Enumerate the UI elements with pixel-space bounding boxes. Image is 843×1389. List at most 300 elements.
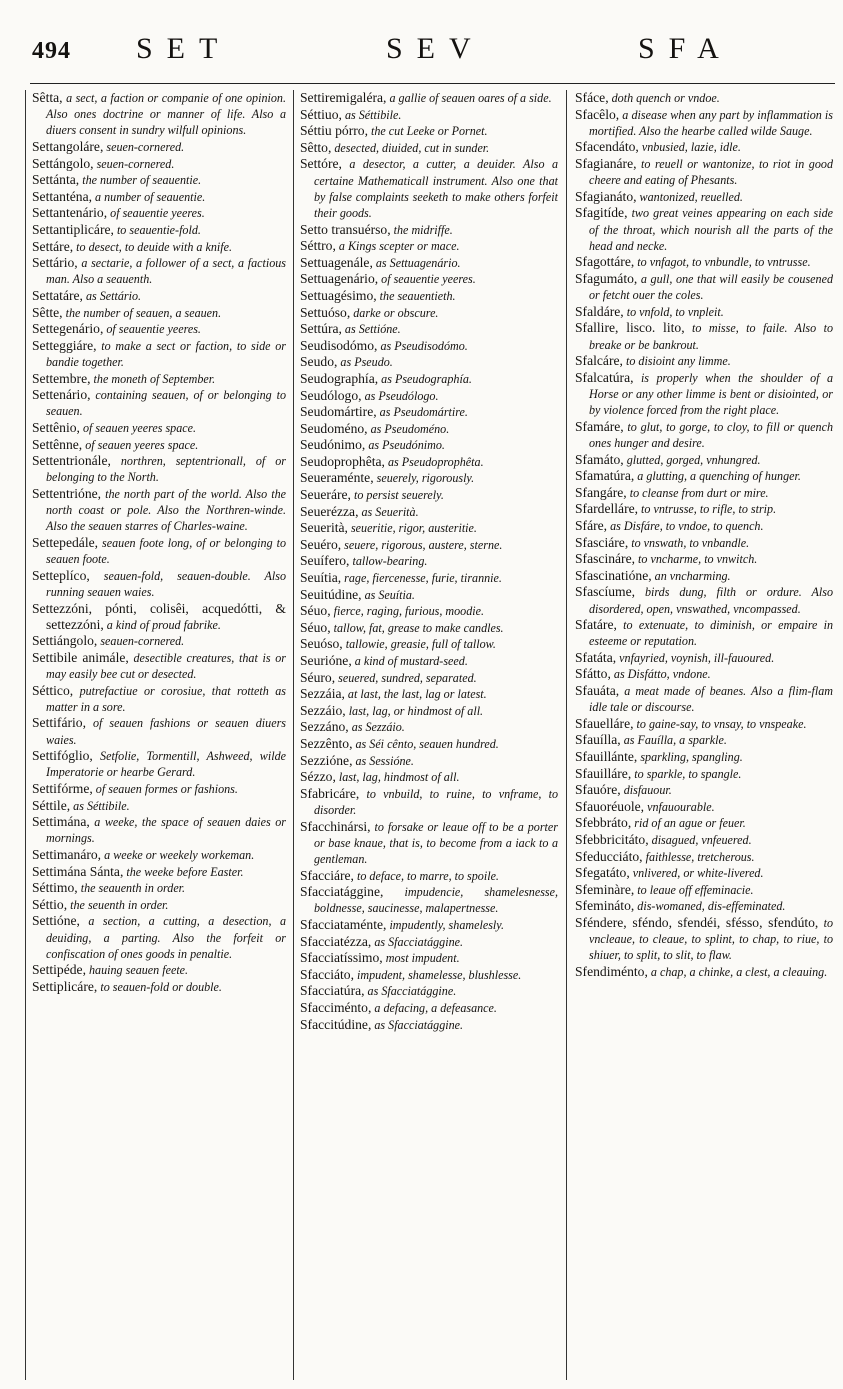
entry-headword: Séttimo, bbox=[32, 880, 78, 896]
entry-headword: Seuéro, bbox=[300, 536, 342, 552]
entry-definition: the seauentieth. bbox=[376, 288, 456, 303]
entry-definition: as Sfacciatággine. bbox=[364, 984, 457, 999]
entry-definition: a meat made of beanes. Also a flim-flam idle tale or discourse. bbox=[589, 684, 833, 715]
entry-headword: Sfaldáre, bbox=[575, 303, 624, 319]
entry-headword: Sfauillánte, bbox=[575, 749, 638, 765]
dictionary-entry bbox=[300, 934, 558, 950]
dictionary-entry bbox=[300, 983, 558, 999]
dictionary-entry bbox=[300, 470, 558, 486]
dictionary-entry bbox=[300, 653, 558, 669]
entry-definition: a chap, a chinke, a clest, a cleauing. bbox=[647, 965, 828, 979]
dictionary-entry bbox=[575, 683, 833, 715]
dictionary-entry bbox=[300, 90, 558, 106]
dictionary-entry bbox=[300, 537, 558, 553]
dictionary-entry bbox=[575, 915, 833, 964]
dictionary-entry bbox=[300, 1017, 558, 1033]
entry-headword: Sêtte, bbox=[32, 304, 63, 320]
dictionary-entry bbox=[300, 321, 558, 337]
entry-headword: Sezzáia, bbox=[300, 686, 345, 702]
entry-headword: Sfacendáto, bbox=[575, 139, 639, 155]
dictionary-entry bbox=[32, 222, 286, 238]
entry-headword: Séuo, bbox=[300, 619, 331, 635]
dictionary-entry bbox=[575, 205, 833, 254]
dictionary-entry bbox=[300, 404, 558, 420]
entry-headword: Settentrióne, bbox=[32, 485, 102, 501]
entry-headword: Sfascíume, bbox=[575, 584, 636, 600]
entry-headword: Sfeminàre, bbox=[575, 881, 635, 897]
dictionary-entry bbox=[575, 799, 833, 815]
dictionary-entry bbox=[300, 271, 558, 287]
dictionary-entry bbox=[32, 486, 286, 535]
dictionary-entry bbox=[300, 371, 558, 387]
entry-definition: a glutting, a quenching of hunger. bbox=[634, 469, 801, 484]
dictionary-entry bbox=[32, 535, 286, 567]
dictionary-entry bbox=[575, 107, 833, 139]
entry-definition: as Séttibile. bbox=[341, 107, 402, 122]
entry-definition: tallow, fat, grease to make candles. bbox=[330, 620, 504, 635]
entry-definition: birds dung, filth or ordure. Also disordered, open, vnswathed, vncompassed. bbox=[589, 585, 833, 616]
dictionary-entry bbox=[575, 716, 833, 732]
dictionary-entry bbox=[32, 189, 286, 205]
running-head-left: SET bbox=[136, 32, 232, 65]
dictionary-entry bbox=[575, 766, 833, 782]
dictionary-entry bbox=[575, 964, 833, 980]
dictionary-entry bbox=[575, 650, 833, 666]
dictionary-entry bbox=[32, 781, 286, 797]
entry-definition: sparkling, spangling. bbox=[637, 750, 743, 765]
dictionary-entry bbox=[575, 551, 833, 567]
entry-definition: as Séttibile. bbox=[70, 798, 130, 813]
entry-headword: Sfemináto, bbox=[575, 898, 635, 914]
entry-headword: Settantiplicáre, bbox=[32, 221, 114, 237]
running-head-center: SEV bbox=[386, 32, 485, 65]
entry-headword: Sfallire, lisco. lito, bbox=[575, 320, 685, 336]
dictionary-entry bbox=[32, 139, 286, 155]
entry-headword: Settánta, bbox=[32, 172, 80, 188]
entry-definition: the cut Leeke or Pornet. bbox=[367, 124, 488, 139]
dictionary-entry bbox=[575, 584, 833, 616]
dictionary-entry bbox=[32, 437, 286, 453]
running-head-right: SFA bbox=[638, 32, 733, 65]
entry-definition: as Seuítia. bbox=[361, 587, 415, 602]
dictionary-entry bbox=[300, 719, 558, 735]
entry-definition: seuered, sundred, separated. bbox=[335, 670, 477, 685]
entry-definition: to disioint any limme. bbox=[622, 354, 731, 369]
entry-headword: Settanténa, bbox=[32, 188, 93, 204]
entry-headword: Settênio, bbox=[32, 419, 80, 435]
entry-definition: as Settuagenário. bbox=[372, 255, 461, 270]
entry-headword: Settimanáro, bbox=[32, 847, 102, 863]
entry-definition: seauen-cornered. bbox=[97, 634, 185, 649]
entry-definition: rid of an ague or feuer. bbox=[631, 816, 746, 831]
dictionary-entry bbox=[32, 814, 286, 846]
entry-definition: the weeke before Easter. bbox=[123, 864, 244, 879]
dictionary-entry bbox=[575, 304, 833, 320]
entry-headword: Settimána, bbox=[32, 814, 90, 830]
entry-definition: as Sezzáio. bbox=[348, 720, 405, 735]
entry-definition: as Fauílla, a sparkle. bbox=[620, 733, 727, 748]
entry-definition: of seauentie yeeres. bbox=[103, 322, 201, 337]
entry-definition: as Pseudo. bbox=[337, 355, 393, 370]
dictionary-entry bbox=[32, 90, 286, 139]
dictionary-entry bbox=[300, 454, 558, 470]
entry-headword: Sfagottáre, bbox=[575, 254, 635, 270]
entry-headword: Sfacciatággine, bbox=[300, 884, 384, 900]
entry-definition: as Sessióne. bbox=[352, 753, 414, 768]
dictionary-entry bbox=[300, 140, 558, 156]
dictionary-entry bbox=[300, 868, 558, 884]
entry-headword: Sezzênto, bbox=[300, 735, 353, 751]
entry-headword: Setteggiáre, bbox=[32, 337, 97, 353]
dictionary-entry bbox=[32, 205, 286, 221]
entry-headword: Sfalcáre, bbox=[575, 353, 623, 369]
entry-definition: to vnbuild, to ruine, to vnframe, to disorder. bbox=[314, 786, 558, 817]
entry-headword: Seurióne, bbox=[300, 653, 352, 669]
entry-definition: as Settióne. bbox=[341, 322, 401, 337]
dictionary-entry bbox=[300, 354, 558, 370]
entry-headword: Sfacêlo, bbox=[575, 106, 620, 122]
entry-definition: as Pseudisodómo. bbox=[377, 338, 468, 353]
entry-definition: as Séi cênto, seauen hundred. bbox=[352, 736, 499, 751]
entry-headword: Seuerézza, bbox=[300, 503, 359, 519]
dictionary-entry bbox=[300, 421, 558, 437]
entry-headword: Sfaccitúdine, bbox=[300, 1016, 372, 1032]
entry-definition: darke or obscure. bbox=[350, 305, 439, 320]
dictionary-entry bbox=[575, 732, 833, 748]
entry-headword: Settiplicáre, bbox=[32, 979, 98, 995]
entry-headword: Settangoláre, bbox=[32, 139, 104, 154]
dictionary-entry bbox=[300, 703, 558, 719]
dictionary-entry bbox=[300, 437, 558, 453]
dictionary-entry bbox=[300, 736, 558, 752]
entry-headword: Sfauoréuole, bbox=[575, 798, 645, 814]
entry-definition: seuerely, rigorously. bbox=[373, 471, 475, 486]
dictionary-entry bbox=[32, 288, 286, 304]
entry-headword: Sfauóre, bbox=[575, 782, 621, 798]
entry-definition: the seauenth in order. bbox=[77, 881, 186, 896]
dictionary-entry bbox=[32, 601, 286, 633]
entry-definition: seueritie, rigor, austeritie. bbox=[347, 521, 477, 536]
entry-definition: tallow-bearing. bbox=[349, 554, 428, 569]
dictionary-entry bbox=[32, 321, 286, 337]
dictionary-entry bbox=[300, 255, 558, 271]
column-rule-right bbox=[566, 90, 567, 1380]
entry-headword: Settatáre, bbox=[32, 287, 83, 303]
entry-definition: as Disfátto, vndone. bbox=[610, 667, 711, 682]
entry-definition: to deface, to marre, to spoile. bbox=[353, 868, 499, 883]
entry-definition: a number of seauentie. bbox=[92, 189, 206, 204]
dictionary-entry bbox=[575, 468, 833, 484]
entry-definition: is properly when the shoulder of a Horse or any other limme is bent or disiointed, or by violence forced from the right place. bbox=[589, 370, 833, 418]
entry-headword: Sfauílla, bbox=[575, 732, 621, 748]
entry-headword: Séuo, bbox=[300, 603, 331, 619]
dictionary-entry bbox=[32, 239, 286, 255]
entry-headword: Séttiu pórro, bbox=[300, 123, 368, 139]
entry-definition: to persist seuerely. bbox=[350, 488, 444, 503]
entry-headword: Séttro, bbox=[300, 238, 336, 254]
entry-headword: Sfáce, bbox=[575, 90, 609, 105]
entry-headword: Séttico, bbox=[32, 682, 74, 698]
entry-headword: Sfegatáto, bbox=[575, 865, 630, 881]
entry-definition: the moneth of September. bbox=[90, 371, 216, 386]
entry-headword: Sfangáre, bbox=[575, 484, 627, 500]
entry-definition: to vnfagot, to vnbundle, to vntrusse. bbox=[634, 255, 811, 270]
entry-definition: of seauentie yeeres. bbox=[107, 206, 205, 221]
dictionary-entry bbox=[32, 962, 286, 978]
dictionary-entry bbox=[300, 107, 558, 123]
entry-headword: Sfalcatúra, bbox=[575, 369, 634, 385]
entry-headword: Seuóso, bbox=[300, 636, 343, 652]
entry-definition: the number of seauen, a seauen. bbox=[62, 305, 222, 320]
entry-headword: Sezzióne, bbox=[300, 752, 353, 768]
entry-headword: Settuagenário, bbox=[300, 271, 379, 287]
dictionary-entry bbox=[300, 156, 558, 221]
entry-headword: Sfagumáto, bbox=[575, 270, 638, 286]
entry-headword: Settentrionále, bbox=[32, 453, 111, 469]
entry-headword: Séttile, bbox=[32, 797, 71, 813]
entry-definition: to misse, to faile. Also to breake or be bankrout. bbox=[589, 321, 833, 352]
dictionary-entry bbox=[300, 753, 558, 769]
dictionary-entry bbox=[32, 798, 286, 814]
dictionary-entry bbox=[300, 504, 558, 520]
entry-definition: most impudent. bbox=[382, 951, 460, 966]
entry-definition: northren, septentrionall, of or belonging to the North. bbox=[46, 454, 286, 485]
dictionary-entry bbox=[32, 847, 286, 863]
entry-headword: Seudomártire, bbox=[300, 404, 377, 420]
entry-headword: Seudographía, bbox=[300, 370, 379, 386]
entry-headword: Seueráre, bbox=[300, 487, 351, 503]
entry-definition: vnlivered, or white-livered. bbox=[629, 866, 764, 881]
dictionary-entry bbox=[32, 453, 286, 485]
entry-definition: as Settário. bbox=[82, 288, 142, 303]
entry-definition: of seauen yeeres space. bbox=[79, 420, 197, 435]
entry-definition: vnfauourable. bbox=[644, 799, 715, 814]
entry-definition: seauen foote long, of or belonging to seauen foote. bbox=[46, 535, 286, 567]
dictionary-entry bbox=[300, 786, 558, 818]
column-3 bbox=[575, 90, 833, 1380]
entry-definition: to extenuate, to diminish, or empaire in esteeme or reputation. bbox=[589, 618, 833, 649]
entry-definition: two great veines appearing on each side of the throat, which nourish all the parts of the head and necke. bbox=[589, 206, 833, 253]
entry-headword: Seudólogo, bbox=[300, 387, 362, 403]
dictionary-entry bbox=[575, 254, 833, 270]
column-1 bbox=[32, 90, 286, 1380]
entry-definition: to vncharme, to vnwitch. bbox=[635, 552, 758, 567]
dictionary-entry bbox=[300, 305, 558, 321]
dictionary-entry bbox=[575, 898, 833, 914]
entry-definition: as Seuerità. bbox=[358, 504, 419, 519]
dictionary-entry bbox=[575, 832, 833, 848]
entry-headword: Seueraménte, bbox=[300, 470, 374, 486]
entry-headword: Seudisodómo, bbox=[300, 337, 378, 353]
dictionary-entry bbox=[300, 819, 558, 868]
dictionary-entry bbox=[575, 419, 833, 451]
entry-headword: Sêtta, bbox=[32, 90, 63, 105]
entry-headword: Sfendiménto, bbox=[575, 964, 648, 979]
dictionary-entry bbox=[575, 485, 833, 501]
entry-definition: faithlesse, tretcherous. bbox=[642, 849, 755, 864]
entry-headword: Sfagitíde, bbox=[575, 205, 628, 221]
entry-definition: to seauen-fold or double. bbox=[97, 980, 222, 995]
entry-definition: as Sfacciatággine. bbox=[371, 1017, 464, 1032]
entry-headword: Sfáre, bbox=[575, 517, 608, 533]
entry-definition: the north part of the world. Also the north coast or pole. Also the Northren-winde. Also the seauen starres of Charles-waine. bbox=[46, 486, 286, 534]
dictionary-entry bbox=[575, 882, 833, 898]
page-number: 494 bbox=[32, 38, 71, 64]
dictionary-entry bbox=[32, 305, 286, 321]
entry-definition: doth quench or vndoe. bbox=[608, 91, 720, 105]
entry-definition: a desector, a cutter, a deuider. Also a certaine Mathematicall instrument. Also one that by false complaints seeketh to make others forfeit their goods. bbox=[314, 157, 558, 220]
entry-headword: Sfacciatíssimo, bbox=[300, 950, 383, 966]
entry-definition: as Pseudónimo. bbox=[365, 438, 445, 453]
entry-headword: Sfagianáre, bbox=[575, 155, 637, 171]
entry-headword: Settegenário, bbox=[32, 321, 104, 337]
dictionary-entry bbox=[575, 865, 833, 881]
entry-definition: to vncleaue, to cleaue, to splint, to chap, to riue, to shiuer, to split, to slit, to flaw. bbox=[589, 916, 833, 963]
entry-definition: as Pseudólogo. bbox=[361, 388, 439, 403]
entry-headword: Seuítia, bbox=[300, 570, 342, 586]
dictionary-entry bbox=[32, 864, 286, 880]
dictionary-entry bbox=[575, 139, 833, 155]
entry-definition: a gull, one that will easily be cousened or fetcht ouer the coles. bbox=[589, 271, 833, 303]
entry-headword: Séttio, bbox=[32, 896, 68, 912]
entry-headword: Seudónimo, bbox=[300, 437, 366, 453]
entry-definition: of seauen yeeres space. bbox=[82, 437, 199, 452]
entry-headword: Settáre, bbox=[32, 238, 74, 254]
entry-definition: desected, diuided, cut in sunder. bbox=[331, 140, 490, 155]
dictionary-entry bbox=[32, 715, 286, 747]
entry-headword: Settifário, bbox=[32, 715, 86, 731]
dictionary-entry bbox=[32, 650, 286, 682]
entry-headword: Setto transuérso, bbox=[300, 221, 391, 237]
entry-headword: Settuagésimo, bbox=[300, 287, 377, 303]
dictionary-entry bbox=[300, 967, 558, 983]
entry-definition: glutted, gorged, vnhungred. bbox=[623, 452, 761, 467]
entry-definition: of seauentie yeeres. bbox=[378, 272, 476, 287]
entry-headword: Sfebbricitáto, bbox=[575, 832, 649, 848]
dictionary-entry bbox=[32, 683, 286, 715]
entry-definition: an vncharming. bbox=[651, 568, 731, 583]
entry-definition: hauing seauen feete. bbox=[85, 963, 189, 978]
entry-definition: containing seauen, of or belonging to seauen. bbox=[46, 388, 286, 419]
dictionary-entry bbox=[32, 338, 286, 370]
entry-headword: Settifóglio, bbox=[32, 748, 93, 764]
entry-headword: Sfátto, bbox=[575, 666, 611, 682]
entry-definition: seauen-fold, seauen-double. Also running seauen waies. bbox=[46, 568, 286, 599]
entry-headword: Sfascináre, bbox=[575, 551, 636, 567]
entry-definition: seuen-cornered. bbox=[103, 140, 185, 154]
entry-definition: as Pseudoprophêta. bbox=[384, 454, 484, 469]
entry-headword: Settiángolo, bbox=[32, 633, 98, 649]
entry-definition: last, lag, or hindmost of all. bbox=[345, 703, 484, 718]
entry-definition: as Pseudoméno. bbox=[367, 421, 450, 436]
entry-headword: Settepedále, bbox=[32, 534, 99, 550]
dictionary-entry bbox=[300, 338, 558, 354]
entry-headword: Sféndere, sféndo, sfendéi, sfésso, sfendúto, bbox=[575, 915, 819, 930]
entry-definition: of seauen formes or fashions. bbox=[92, 782, 238, 797]
entry-headword: Seuitúdine, bbox=[300, 586, 362, 602]
entry-headword: Sfascinatióne, bbox=[575, 567, 652, 583]
entry-definition: the number of seauentie. bbox=[79, 173, 202, 188]
entry-definition: tallowie, greasie, full of tallow. bbox=[342, 637, 496, 652]
dictionary-entry bbox=[32, 255, 286, 287]
entry-definition: as Sfacciatággine. bbox=[371, 934, 464, 949]
dictionary-entry bbox=[300, 487, 558, 503]
entry-definition: impudently, shamelesly. bbox=[386, 917, 504, 932]
dictionary-entry bbox=[575, 370, 833, 419]
dictionary-entry bbox=[575, 782, 833, 798]
dictionary-entry bbox=[300, 288, 558, 304]
entry-definition: seuen-cornered. bbox=[93, 156, 175, 171]
dictionary-entry bbox=[300, 1000, 558, 1016]
entry-headword: Seuífero, bbox=[300, 553, 350, 569]
dictionary-entry bbox=[32, 371, 286, 387]
entry-headword: Sfacciáto, bbox=[300, 966, 354, 982]
entry-headword: Sfamatúra, bbox=[575, 468, 635, 484]
entry-headword: Sfauilláre, bbox=[575, 765, 632, 781]
entry-headword: Settezzóni, pónti, colisêi, acquedótti, & settezzóni, bbox=[32, 600, 286, 632]
entry-headword: Sezzáio, bbox=[300, 702, 346, 718]
dictionary-entry bbox=[575, 320, 833, 352]
entry-headword: Sfauelláre, bbox=[575, 715, 634, 731]
dictionary-entry bbox=[300, 636, 558, 652]
dictionary-entry bbox=[300, 238, 558, 254]
entry-headword: Sfagianáto, bbox=[575, 188, 637, 204]
entry-definition: at last, the last, lag or latest. bbox=[344, 687, 487, 702]
dictionary-entry bbox=[300, 670, 558, 686]
entry-headword: Settifórme, bbox=[32, 781, 93, 797]
entry-definition: last, lag, hindmost of all. bbox=[335, 770, 460, 785]
entry-definition: to glut, to gorge, to cloy, to fill or quench ones hunger and desire. bbox=[589, 419, 833, 450]
entry-definition: disfauour. bbox=[620, 783, 672, 798]
dictionary-entry bbox=[575, 189, 833, 205]
dictionary-entry bbox=[575, 617, 833, 649]
dictionary-entry bbox=[300, 222, 558, 238]
column-2 bbox=[300, 90, 558, 1380]
entry-definition: a weeke, the space of seauen daies or mornings. bbox=[46, 815, 286, 846]
entry-definition: to cleanse from durt or mire. bbox=[626, 485, 769, 500]
entry-headword: Seudoméno, bbox=[300, 420, 368, 436]
dictionary-entry bbox=[300, 553, 558, 569]
entry-definition: rage, fiercenesse, furie, tirannie. bbox=[341, 571, 502, 586]
column-rule-left bbox=[25, 90, 26, 1380]
entry-headword: Settimána Sánta, bbox=[32, 863, 124, 879]
dictionary-entry bbox=[32, 387, 286, 419]
dictionary-entry bbox=[300, 570, 558, 586]
entry-headword: Sfamáto, bbox=[575, 451, 624, 467]
entry-definition: as Pseudomártire. bbox=[376, 405, 468, 420]
dictionary-entry bbox=[300, 388, 558, 404]
dictionary-entry bbox=[575, 156, 833, 188]
entry-definition: to gaine-say, to vnsay, to vnspeake. bbox=[633, 716, 807, 731]
dictionary-entry bbox=[32, 420, 286, 436]
dictionary-entry bbox=[575, 849, 833, 865]
dictionary-entry bbox=[575, 501, 833, 517]
entry-headword: Settibile animále, bbox=[32, 649, 129, 665]
entry-headword: Séuro, bbox=[300, 669, 336, 685]
dictionary-entry bbox=[300, 884, 558, 916]
entry-definition: a Kings scepter or mace. bbox=[335, 239, 460, 254]
dictionary-entry bbox=[300, 620, 558, 636]
entry-headword: Settipéde, bbox=[32, 962, 86, 978]
dictionary-entry bbox=[575, 815, 833, 831]
entry-definition: to leaue off effeminacie. bbox=[634, 882, 754, 897]
entry-headword: Setteplíco, bbox=[32, 567, 90, 583]
entry-definition: a disease when any part by inflammation is mortified. Also the hearbe called wilde Sauge. bbox=[589, 107, 833, 138]
entry-headword: Sfacciataménte, bbox=[300, 916, 387, 932]
entry-definition: fierce, raging, furious, moodie. bbox=[330, 604, 484, 619]
entry-headword: Settóre, bbox=[300, 156, 342, 172]
dictionary-entry bbox=[300, 686, 558, 702]
